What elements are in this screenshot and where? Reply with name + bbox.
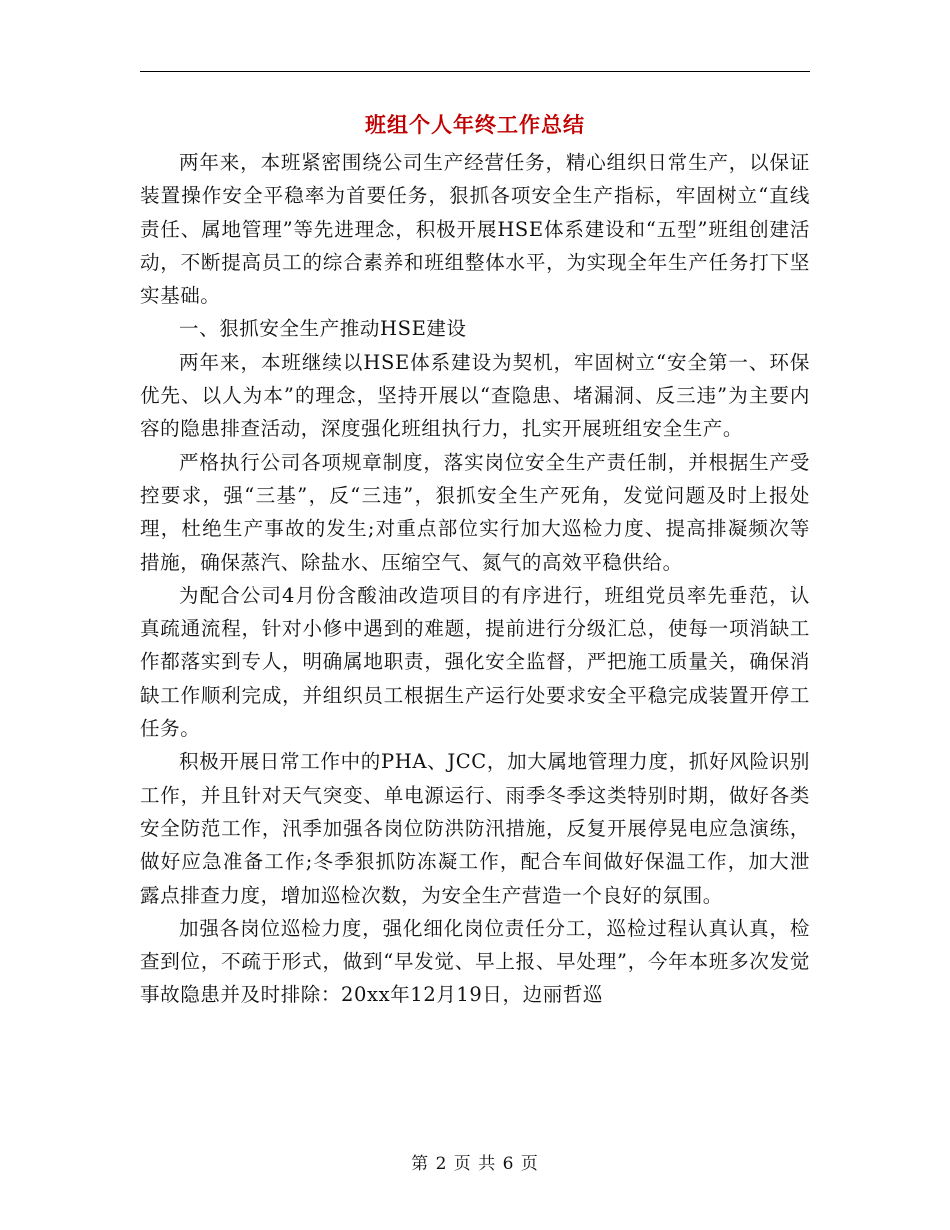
paragraph-retrofit: 为配合公司4月份含酸油改造项目的有序进行，班组党员率先垂范，认真疏通流程，针对小修中遇到的难题，提前进行分级汇总，使每一项消缺工作都落实到专人，明确属地职责，强化安全监督，严把施工质量关，确保消缺工作顺利完成，并组织员工根据生产运行处要求安全平稳完成装置开停工任务。	[140, 583, 810, 741]
paragraph-inspection: 加强各岗位巡检力度，强化细化岗位责任分工，巡检过程认真认真，检查到位，不疏于形式，做到“早发觉、早上报、早处理”，今年本班多次发觉事故隐患并及时排除：20xx年12月19日，边丽哲巡	[140, 916, 810, 1007]
paragraph-pha-jcc: 积极开展日常工作中的PHA、JCC，加大属地管理力度，抓好风险识别工作，并且针对天气突变、单电源运行、雨季冬季这类特别时期，做好各类安全防范工作，汛季加强各岗位防洪防汛措施，反复开展停晃电应急演练，做好应急准备工作;冬季狠抓防冻凝工作，配合车间做好保温工作，加大泄露点排查力度，增加巡检次数，为安全生产营造一个良好的氛围。	[140, 750, 810, 907]
section-heading-1: 一、狠抓安全生产推动HSE建设	[179, 317, 467, 341]
paragraph-regulations: 严格执行公司各项规章制度，落实岗位安全生产责任制，并根据生产受控要求，强“三基”，反“三违”，狠抓安全生产死角，发觉问题及时上报处理，杜绝生产事故的发生;对重点部位实行加大巡检力度、提高排凝频次等措施，确保蒸汽、除盐水、压缩空气、氮气的高效平稳供给。	[140, 450, 810, 574]
header-rule	[140, 71, 810, 72]
paragraph-intro: 两年来，本班紧密围绕公司生产经营任务，精心组织日常生产，以保证装置操作安全平稳率为首要任务，狠抓各项安全生产指标，牢固树立“直线责任、属地管理”等先进理念，积极开展HSE体系建设和“五型”班组创建活动，不断提高员工的综合素养和班组整体水平，为实现全年生产任务打下坚实基础。	[140, 151, 810, 308]
paragraph-hse: 两年来，本班继续以HSE体系建设为契机，牢固树立“安全第一、环保优先、以人为本”的理念，坚持开展以“查隐患、堵漏洞、反三违”为主要内容的隐患排查活动，深度强化班组执行力，扎实开展班组安全生产。	[140, 350, 810, 441]
document-body	[140, 146, 810, 1012]
page-footer: 第 2 页 共 6 页	[411, 1154, 539, 1174]
document-title: 班组个人年终工作总结	[365, 112, 585, 137]
